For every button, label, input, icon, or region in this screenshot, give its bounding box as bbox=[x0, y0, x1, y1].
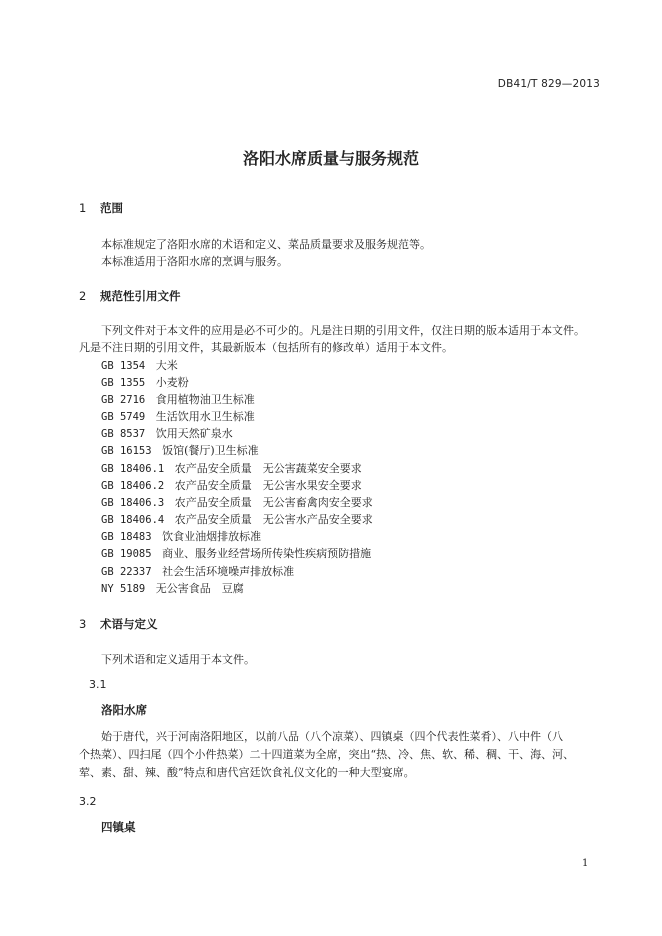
section-title: 术语与定义 bbox=[100, 617, 158, 631]
reference-item bbox=[101, 425, 233, 441]
reference-code: GB 18483 bbox=[101, 531, 152, 543]
reference-title: 小麦粉 bbox=[155, 376, 189, 389]
reference-item bbox=[101, 528, 261, 544]
reference-item bbox=[101, 494, 373, 510]
reference-code: GB 5749 bbox=[101, 411, 146, 423]
section-heading-scope bbox=[79, 200, 123, 216]
standard-code: DB41/T 829—2013 bbox=[497, 78, 600, 90]
reference-title: 大米 bbox=[155, 359, 178, 372]
reference-item bbox=[101, 511, 373, 527]
section-title: 规范性引用文件 bbox=[100, 289, 181, 303]
reference-title: 农产品安全质量 无公害水产品安全要求 bbox=[174, 513, 373, 526]
reference-code: GB 1354 bbox=[101, 360, 146, 372]
reference-item bbox=[101, 408, 255, 424]
terms-intro: 下列术语和定义适用于本文件。 bbox=[101, 653, 255, 666]
reference-title: 饭馆(餐厅)卫生标准 bbox=[162, 444, 259, 457]
reference-code: GB 18406.3 bbox=[101, 497, 165, 509]
reference-code: NY 5189 bbox=[101, 583, 146, 595]
reference-title: 社会生活环境噪声排放标准 bbox=[162, 565, 295, 578]
reference-item bbox=[101, 391, 255, 407]
reference-title: 农产品安全质量 无公害畜禽肉安全要求 bbox=[174, 496, 373, 509]
reference-code: GB 1355 bbox=[101, 377, 146, 389]
reference-title: 农产品安全质量 无公害蔬菜安全要求 bbox=[174, 462, 362, 475]
section-heading-normative-refs bbox=[79, 288, 181, 304]
reference-title: 生活饮用水卫生标准 bbox=[155, 410, 255, 423]
scope-paragraph-1: 本标准规定了洛阳水席的术语和定义、菜品质量要求及服务规范等。 bbox=[101, 238, 431, 251]
term-definition-line-1: 始于唐代，兴于河南洛阳地区，以前八品（八个凉菜）、四镇桌（四个代表性菜肴）、八中件（八 bbox=[101, 730, 563, 743]
section-number: 1 bbox=[79, 201, 87, 215]
reference-code: GB 22337 bbox=[101, 566, 152, 578]
reference-title: 饮食业油烟排放标准 bbox=[162, 530, 262, 543]
page-title: 洛阳水席质量与服务规范 bbox=[242, 149, 419, 168]
reference-code: GB 8537 bbox=[101, 428, 146, 440]
reference-title: 食用植物油卫生标准 bbox=[155, 393, 255, 406]
reference-code: GB 18406.4 bbox=[101, 514, 165, 526]
section-title: 范围 bbox=[100, 201, 123, 215]
page-number: 1 bbox=[582, 858, 589, 869]
term-number-3-2: 3.2 bbox=[79, 795, 97, 808]
reference-item bbox=[101, 545, 371, 561]
reference-code: GB 19085 bbox=[101, 548, 152, 560]
section-number: 2 bbox=[79, 289, 87, 303]
reference-item bbox=[101, 357, 178, 373]
reference-item bbox=[101, 580, 244, 596]
reference-code: GB 18406.2 bbox=[101, 480, 165, 492]
term-definition-line-3: 荤、素、甜、辣、酸”特点和唐代宫廷饮食礼仪文化的一种大型宴席。 bbox=[79, 766, 415, 779]
reference-item bbox=[101, 477, 362, 493]
reference-code: GB 18406.1 bbox=[101, 463, 165, 475]
term-four-table-dishes: 四镇桌 bbox=[101, 820, 136, 834]
reference-item bbox=[101, 442, 259, 458]
refs-intro-line-1: 下列文件对于本文件的应用是必不可少的。凡是注日期的引用文件，仅注日期的版本适用于本文件。 bbox=[101, 324, 585, 337]
scope-paragraph-2: 本标准适用于洛阳水席的烹调与服务。 bbox=[101, 255, 288, 268]
reference-item bbox=[101, 374, 189, 390]
section-heading-terms bbox=[79, 616, 158, 632]
term-definition-line-2: 个热菜）、四扫尾（四个小件热菜）二十四道菜为全席，突出“热、冷、焦、软、稀、稠、干、海、河、 bbox=[79, 748, 575, 761]
section-number: 3 bbox=[79, 617, 87, 631]
reference-title: 农产品安全质量 无公害水果安全要求 bbox=[174, 479, 362, 492]
refs-intro-line-2: 凡是不注日期的引用文件，其最新版本（包括所有的修改单）适用于本文件。 bbox=[79, 341, 453, 354]
reference-item bbox=[101, 460, 362, 476]
reference-title: 饮用天然矿泉水 bbox=[155, 427, 233, 440]
term-luoyang-water-banquet: 洛阳水席 bbox=[101, 703, 147, 717]
reference-code: GB 2716 bbox=[101, 394, 146, 406]
reference-title: 无公害食品 豆腐 bbox=[155, 582, 244, 595]
reference-title: 商业、服务业经营场所传染性疾病预防措施 bbox=[162, 547, 372, 560]
reference-code: GB 16153 bbox=[101, 445, 152, 457]
term-number-3-1: 3.1 bbox=[89, 678, 107, 691]
reference-item bbox=[101, 563, 294, 579]
